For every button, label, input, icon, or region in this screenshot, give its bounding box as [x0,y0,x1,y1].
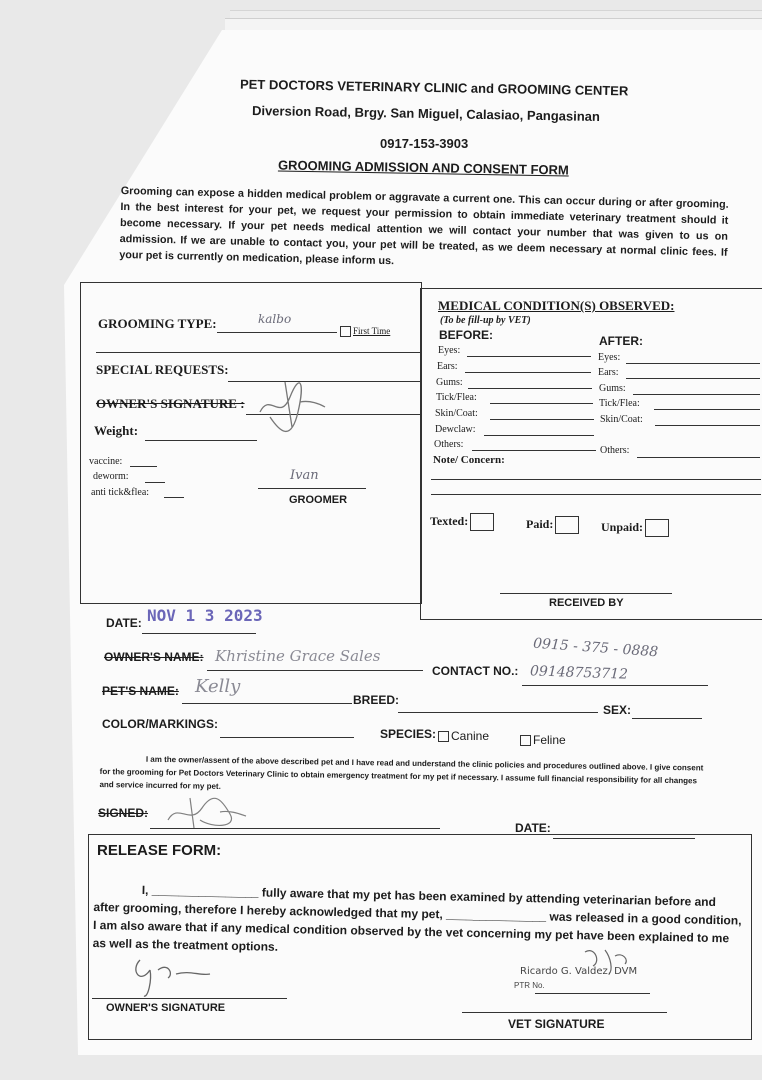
vet-name: Ricardo G. Valdez, DVM [520,966,638,977]
owner-signature-label: OWNER'S SIGNATURE : [96,396,245,411]
before-others: Others: [434,439,464,450]
owner-signature-release-line [92,998,287,999]
medical-subtitle: (To be fill-up by VET) [440,315,531,326]
before-gums: Gums: [436,377,463,388]
received-by-line [500,593,672,594]
contact-value-1: 0915 - 375 - 0888 [532,635,659,661]
before-tickflea-line [490,403,593,404]
owner-name-value: Khristine Grace Sales [215,647,381,665]
paid-label: Paid: [526,516,554,531]
grooming-type-label: GROOMING TYPE: [98,316,217,331]
pet-name-line [182,703,352,704]
before-ears-line [465,372,591,373]
after-label: AFTER: [599,334,643,348]
ptr-label: PTR No. [514,981,545,990]
before-others-line [472,450,596,451]
grooming-line-2 [96,352,422,353]
feline-label: Feline [533,733,566,747]
medical-title: MEDICAL CONDITION(S) OBSERVED: [438,298,675,313]
owner-signature-scribble [250,372,330,436]
canine-label: Canine [451,729,490,743]
sex-line [632,718,702,719]
groomer-label: GROOMER [289,494,348,506]
after-others: Others: [600,445,630,456]
before-label: BEFORE: [439,328,493,342]
unpaid-label: Unpaid: [601,519,644,534]
before-ears: Ears: [437,361,458,372]
special-requests-label: SPECIAL REQUESTS: [96,362,229,377]
before-dewclaw-line [484,435,594,436]
first-time-label: First Time [353,326,391,336]
signed-label: SIGNED: [98,806,149,820]
deworm-label: deworm: [93,471,129,482]
groomer-line [258,488,366,489]
before-eyes-line [467,356,591,357]
contact-label: CONTACT NO.: [432,664,519,678]
breed-label: BREED: [353,693,400,707]
paid-checkbox[interactable] [555,516,579,534]
before-eyes: Eyes: [438,345,461,356]
ptr-line [535,993,650,994]
clinic-address: Diversion Road, Brgy. San Miguel, Calasiao, Pangasinan [251,102,601,125]
before-skincoat-line [490,419,594,420]
after-gums: Gums: [599,383,626,394]
unpaid-checkbox[interactable] [645,519,669,537]
intro-paragraph: Grooming can expose a hidden medical problem or aggravate a current one. This can occur during or after grooming. In the best interest for your pet, we request your permission to obtain immediate veterinary treatment should it become necessary. If your pet needs medical attention we will contact your number that was given to us on admission. If we are unable to contact you, your pet will be treated, as we deem necessary at normal clinic fees. If your pet is currently on medication, please inform us. [119,184,729,268]
before-tickflea: Tick/Flea: [436,392,477,403]
canine-option [438,729,489,743]
deworm-line [145,482,165,483]
after-tickflea: Tick/Flea: [599,398,640,409]
date-line [142,633,256,634]
canine-checkbox[interactable] [438,731,449,742]
vaccine-line [130,466,157,467]
texted-checkbox[interactable] [470,513,494,531]
feline-option [520,733,566,747]
pet-name-value: Kelly [195,676,241,697]
after-ears: Ears: [598,367,619,378]
note-line-1 [431,479,761,480]
clinic-name: PET DOCTORS VETERINARY CLINIC and GROOMING CENTER [239,76,629,99]
note-label: Note/ Concern: [433,454,505,466]
after-others-line [637,457,760,458]
after-eyes: Eyes: [598,352,621,363]
consent-paragraph: I am the owner/assent of the above described pet and I have read and understand the clinic policies and procedures outlined above. I give consent for the grooming for Pet Doctors Veterinary Clinic to obtain emergency treatment for my pet if necessary. I assume full financial responsibility for all changes and service incurred for my pet. [99,754,704,791]
after-skincoat-line [655,425,760,426]
texted-label: Texted: [430,513,469,528]
before-skincoat: Skin/Coat: [435,408,478,419]
antitick-label: anti tick&flea: [91,487,150,498]
received-by-label: RECEIVED BY [549,597,624,609]
after-eyes-line [626,363,760,364]
paid-option [526,516,579,534]
after-skincoat: Skin/Coat: [600,414,643,425]
date-label: DATE: [106,616,142,630]
grooming-type-value: kalbo [258,312,292,326]
after-tickflea-line [654,409,760,410]
vet-signature-line [462,1012,667,1013]
color-label: COLOR/MARKINGS: [102,717,218,731]
vet-signature-label: VET SIGNATURE [508,1017,605,1031]
pet-name-label: PET'S NAME: [102,684,179,698]
contact-value-2: 09148753712 [529,663,629,683]
owner-name-line [207,670,423,671]
species-label: SPECIES: [380,727,437,741]
release-paragraph: I, ________________ fully aware that my pet has been examined by attending veterinarian before and after grooming, therefore I hereby acknowledged that my pet, _______________ was released in a good condition, I am also aware that if any medical condition observed by the vet concerning my pet have been explained to me as well as the treatment options. [92,883,742,954]
weight-label: Weight: [94,423,139,438]
sex-label: SEX: [603,703,632,717]
unpaid-option [601,519,669,537]
color-line [220,737,354,738]
signed-line [150,828,440,829]
texted-option [430,513,494,531]
after-ears-line [626,378,760,379]
note-line-2 [431,494,761,495]
groomer-value: Ivan [290,468,319,483]
release-owner-signature-label: OWNER'S SIGNATURE [106,1002,226,1014]
date-stamp: NOV 1 3 2023 [147,606,263,625]
before-dewclaw: Dewclaw: [435,424,476,435]
antitick-line [164,497,184,498]
grooming-type-line [217,332,337,333]
first-time-checkbox[interactable] [340,326,351,337]
release-title: RELEASE FORM: [97,842,222,859]
signed-date-label: DATE: [515,821,551,835]
owner-name-label: OWNER'S NAME: [104,650,204,664]
feline-checkbox[interactable] [520,735,531,746]
first-time-option [340,326,390,337]
clinic-phone: 0917-153-3903 [380,136,469,151]
breed-line [398,712,598,713]
form-title: GROOMING ADMISSION AND CONSENT FORM [277,157,569,178]
vaccine-label: vaccine: [89,456,123,467]
after-gums-line [633,394,760,395]
contact-line [522,685,708,686]
release-owner-signature-scribble [120,940,220,1000]
before-gums-line [468,388,592,389]
weight-line [145,440,257,441]
